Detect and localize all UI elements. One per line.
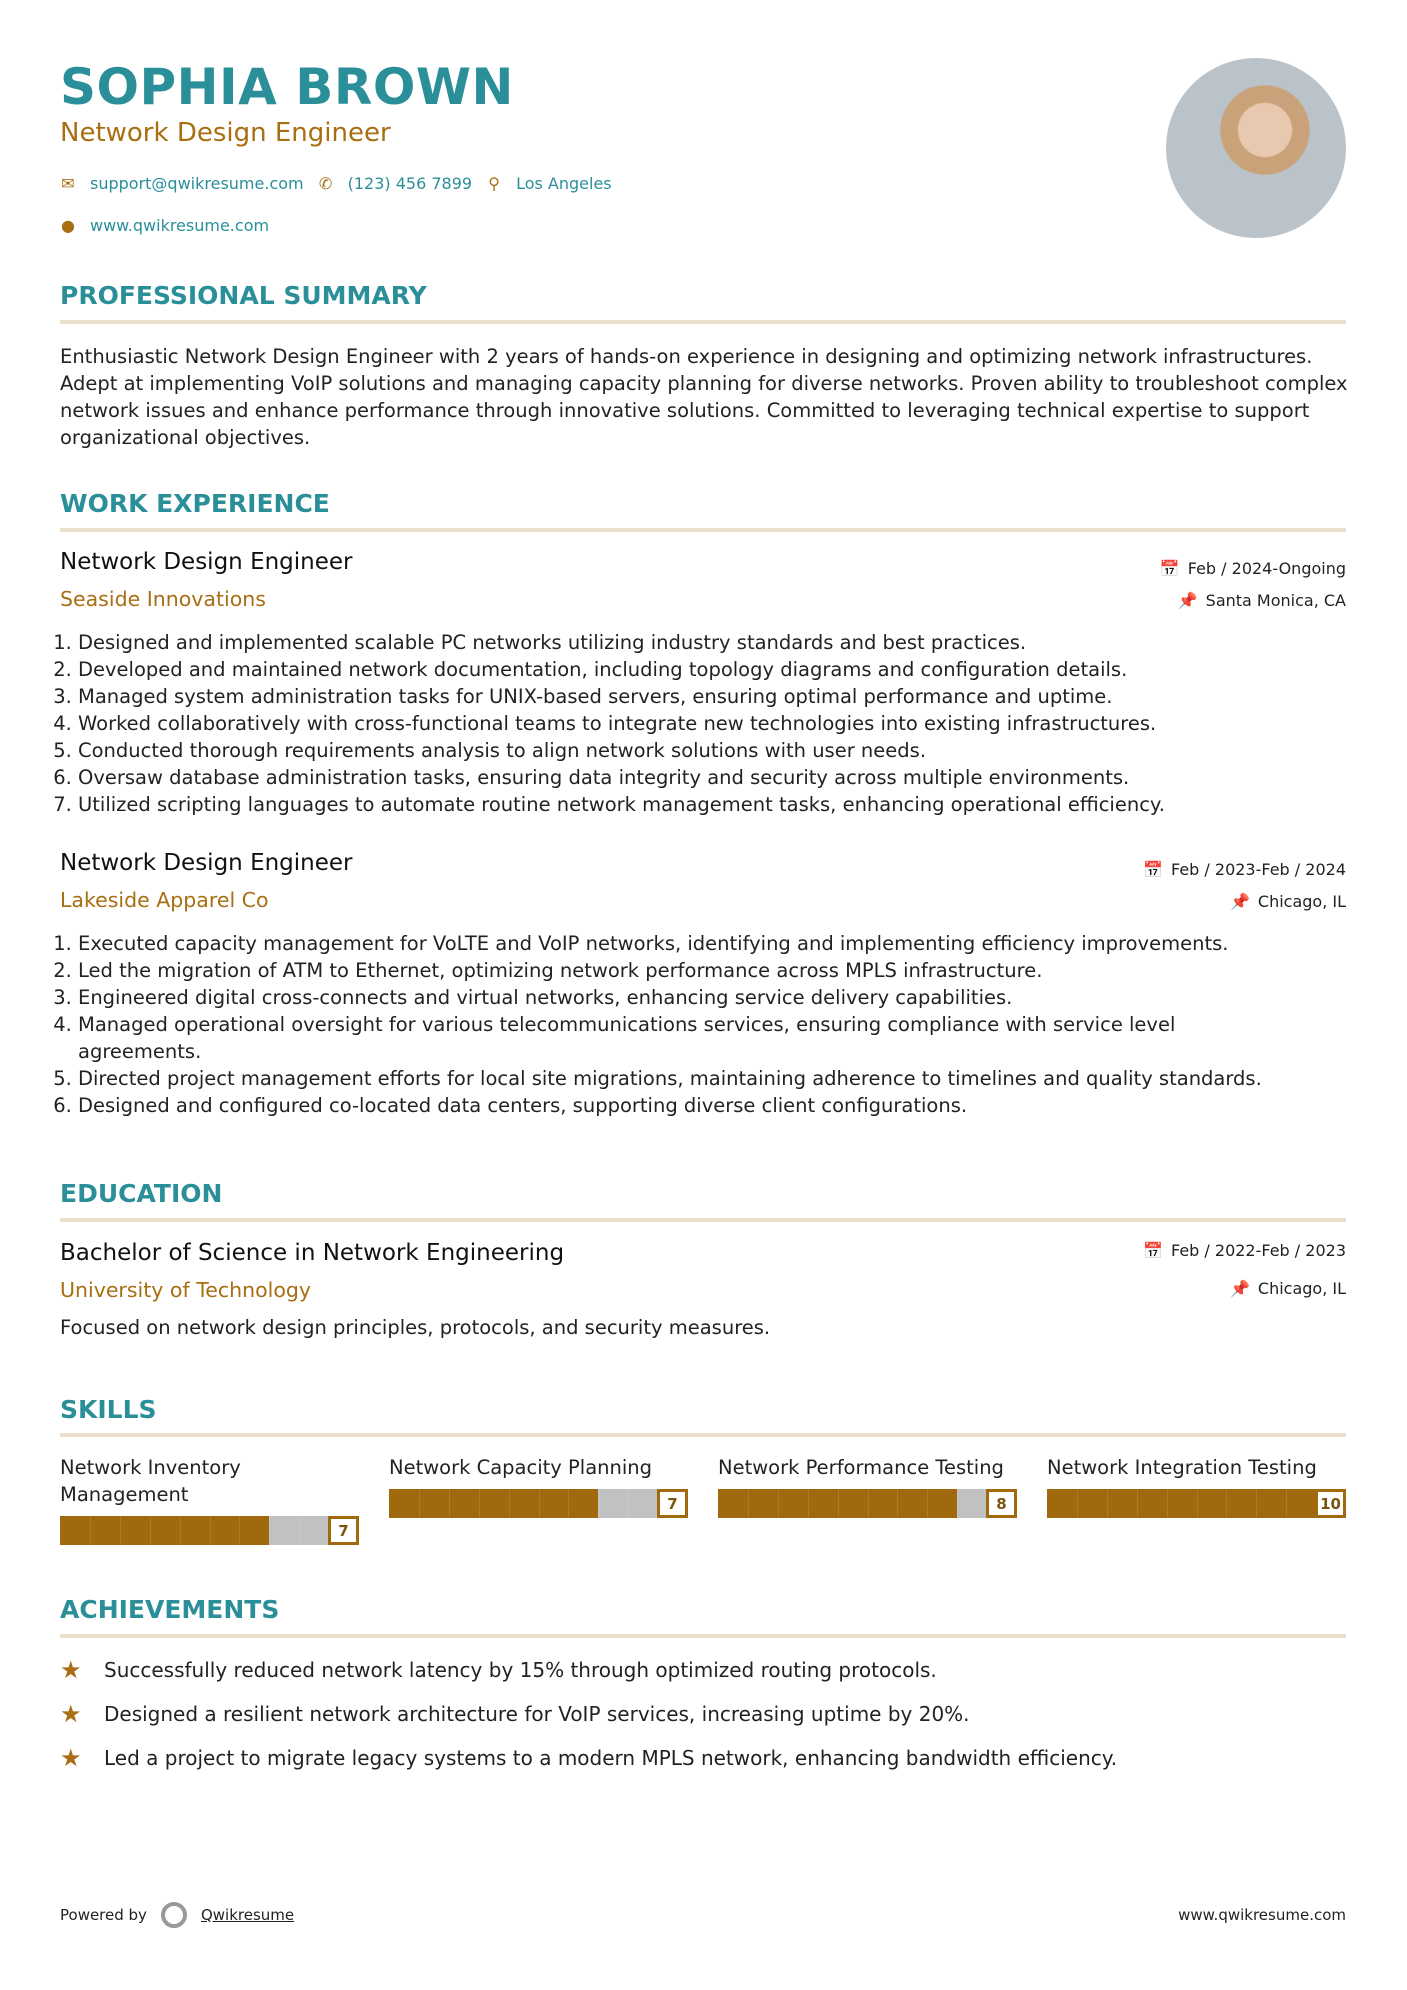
achievement-text: Successfully reduced network latency by 15% through optimized routing protocols. xyxy=(104,1658,937,1682)
job-bullets xyxy=(60,629,1350,818)
email-link[interactable]: support@qwikresume.com xyxy=(90,174,304,193)
list-item: 3. Engineered digital cross-connects and virtual networks, enhancing service delivery capabilities. xyxy=(78,984,1350,1011)
achievement-text: Led a project to migrate legacy systems to a modern MPLS network, enhancing bandwidth efficiency. xyxy=(104,1746,1118,1770)
bar-segment xyxy=(808,1489,809,1518)
bar-segment xyxy=(180,1516,181,1545)
bar-segment xyxy=(1167,1489,1168,1518)
bar-segment xyxy=(1137,1489,1138,1518)
list-item: 6. Oversaw database administration tasks, ensuring data integrity and security across multiple environments. xyxy=(78,764,1350,791)
bar-segment xyxy=(120,1516,121,1545)
divider xyxy=(60,320,1346,324)
star-icon: ★ xyxy=(60,1700,82,1728)
list-item: 4. Worked collaboratively with cross-functional teams to integrate new technologies into existing infrastructures. xyxy=(78,710,1350,737)
company-name: Seaside Innovations xyxy=(60,587,266,611)
skill-bar-fill xyxy=(389,1489,598,1518)
bar-segment xyxy=(269,1516,270,1545)
skill-name: Network Capacity Planning xyxy=(389,1456,653,1479)
bar-segment xyxy=(210,1516,211,1545)
list-item: 2. Developed and maintained network documentation, including topology diagrams and configuration details. xyxy=(78,656,1350,683)
bar-segment xyxy=(239,1516,240,1545)
section-heading-summary: PROFESSIONAL SUMMARY xyxy=(60,281,427,310)
bar-segment xyxy=(539,1489,540,1518)
divider xyxy=(60,1433,1346,1437)
list-item: 2. Led the migration of ATM to Ethernet, optimizing network performance across MPLS infrastructure. xyxy=(78,957,1350,984)
bar-segment xyxy=(509,1489,510,1518)
summary-text: Enthusiastic Network Design Engineer with 2 years of hands-on experience in designing and optimizing network infrastructures. Adept at implementing VoIP solutions and managing capacity planning for diverse networks. Proven ability to troubleshoot complex network issues and enhance performance through innovative solutions. Committed to leveraging technical expertise to support organizational objectives. xyxy=(60,345,1348,449)
bar-segment xyxy=(419,1489,420,1518)
pushpin-icon: 📌 xyxy=(1177,591,1198,610)
bar-segment xyxy=(868,1489,869,1518)
job-date: Feb / 2024-Ongoing xyxy=(1187,559,1346,578)
calendar-icon: 📅 xyxy=(1159,559,1180,578)
list-item: 1. Designed and implemented scalable PC networks utilizing industry standards and best practices. xyxy=(78,629,1350,656)
skill-item xyxy=(389,1454,688,1518)
bar-segment xyxy=(778,1489,779,1518)
skill-bar xyxy=(718,1489,1017,1518)
bar-segment xyxy=(299,1516,300,1545)
bar-segment xyxy=(748,1489,749,1518)
bar-segment xyxy=(598,1489,599,1518)
candidate-title: Network Design Engineer xyxy=(60,118,391,148)
job-date: Feb / 2023-Feb / 2024 xyxy=(1171,860,1346,879)
globe-icon: ● xyxy=(61,216,75,235)
skill-bar xyxy=(389,1489,688,1518)
school-name: University of Technology xyxy=(60,1278,312,1302)
list-item: 7. Utilized scripting languages to automate routine network management tasks, enhancing operational efficiency. xyxy=(78,791,1350,818)
list-item: 3. Managed system administration tasks for UNIX-based servers, ensuring optimal performance and uptime. xyxy=(78,683,1350,710)
job-title: Network Design Engineer xyxy=(60,549,353,575)
calendar-icon: 📅 xyxy=(1143,1241,1163,1260)
bar-segment xyxy=(1226,1489,1227,1518)
degree: Bachelor of Science in Network Engineering xyxy=(60,1240,565,1266)
skill-item xyxy=(1047,1454,1346,1518)
divider xyxy=(60,1218,1346,1222)
bar-segment xyxy=(628,1489,629,1518)
bar-segment xyxy=(479,1489,480,1518)
contact-row xyxy=(58,174,612,193)
divider xyxy=(60,1634,1346,1638)
job-bullets xyxy=(60,930,1350,1119)
education-date: Feb / 2022-Feb / 2023 xyxy=(1171,1241,1346,1260)
star-icon: ★ xyxy=(60,1656,82,1684)
skill-bar xyxy=(60,1516,359,1545)
website-row xyxy=(58,216,269,235)
skill-level: 7 xyxy=(657,1489,688,1518)
company-name: Lakeside Apparel Co xyxy=(60,888,269,912)
bar-segment xyxy=(1077,1489,1078,1518)
skill-level: 10 xyxy=(1315,1489,1346,1518)
list-item: 5. Directed project management efforts for local site migrations, maintaining adherence to timelines and quality standards. xyxy=(78,1065,1350,1092)
list-item: 5. Conducted thorough requirements analysis to align network solutions with user needs. xyxy=(78,737,1350,764)
map-pin-icon: ⚲ xyxy=(488,174,500,193)
phone-text: (123) 456 7899 xyxy=(347,174,473,193)
bar-segment xyxy=(1256,1489,1257,1518)
skill-bar-fill xyxy=(60,1516,269,1545)
phone-icon: ✆ xyxy=(318,174,333,193)
brand-link[interactable]: Qwikresume xyxy=(200,1906,295,1924)
skill-item xyxy=(718,1454,1017,1518)
bar-segment xyxy=(1197,1489,1198,1518)
footer-website[interactable]: www.qwikresume.com xyxy=(1178,1906,1346,1924)
skill-level: 7 xyxy=(328,1516,359,1545)
bar-segment xyxy=(838,1489,839,1518)
bar-segment xyxy=(150,1516,151,1545)
bar-segment xyxy=(1286,1489,1287,1518)
education-description: Focused on network design principles, protocols, and security measures. xyxy=(60,1316,771,1339)
divider xyxy=(60,528,1346,532)
section-heading-skills: SKILLS xyxy=(60,1395,157,1424)
list-item: 1. Executed capacity management for VoLTE and VoIP networks, identifying and implementing efficiency improvements. xyxy=(78,930,1350,957)
education-location: Chicago, IL xyxy=(1257,1279,1346,1298)
achievement-item xyxy=(60,1744,1117,1772)
skill-name: Network Integration Testing xyxy=(1047,1456,1317,1479)
achievement-item xyxy=(60,1700,970,1728)
job-title: Network Design Engineer xyxy=(60,850,353,876)
list-item: 4. Managed operational oversight for various telecommunications services, ensuring compliance with service level agreements. xyxy=(78,1011,1350,1065)
candidate-name: SOPHIA BROWN xyxy=(60,58,514,116)
qwikresume-logo-icon xyxy=(161,1902,187,1928)
skill-level: 8 xyxy=(986,1489,1017,1518)
location-text: Los Angeles xyxy=(516,174,612,193)
list-item: 6. Designed and configured co-located data centers, supporting diverse client configurations. xyxy=(78,1092,1350,1119)
envelope-icon: ✉ xyxy=(61,174,75,193)
job-location: Chicago, IL xyxy=(1257,892,1346,911)
bar-segment xyxy=(957,1489,958,1518)
pushpin-icon: 📌 xyxy=(1229,892,1250,911)
calendar-icon: 📅 xyxy=(1143,860,1163,879)
bar-segment xyxy=(568,1489,569,1518)
profile-photo xyxy=(1166,58,1346,238)
footer-powered-by xyxy=(60,1902,294,1928)
bar-segment xyxy=(1107,1489,1108,1518)
section-heading-education: EDUCATION xyxy=(60,1179,223,1208)
bar-segment xyxy=(90,1516,91,1545)
skill-name: Network Performance Testing xyxy=(718,1456,1004,1479)
bar-segment xyxy=(897,1489,898,1518)
skill-name: Network Inventory Management xyxy=(60,1456,241,1506)
section-heading-experience: WORK EXPERIENCE xyxy=(60,489,330,518)
star-icon: ★ xyxy=(60,1744,82,1772)
skill-bar xyxy=(1047,1489,1346,1518)
bar-segment xyxy=(449,1489,450,1518)
powered-by-label: Powered by xyxy=(60,1906,147,1924)
website-link[interactable]: www.qwikresume.com xyxy=(90,216,270,235)
section-heading-achievements: ACHIEVEMENTS xyxy=(60,1595,280,1624)
bar-segment xyxy=(927,1489,928,1518)
achievement-item xyxy=(60,1656,937,1684)
achievement-text: Designed a resilient network architecture for VoIP services, increasing uptime by 20%. xyxy=(104,1702,970,1726)
job-location: Santa Monica, CA xyxy=(1205,591,1346,610)
pushpin-icon: 📌 xyxy=(1229,1279,1250,1298)
skill-item xyxy=(60,1454,359,1545)
